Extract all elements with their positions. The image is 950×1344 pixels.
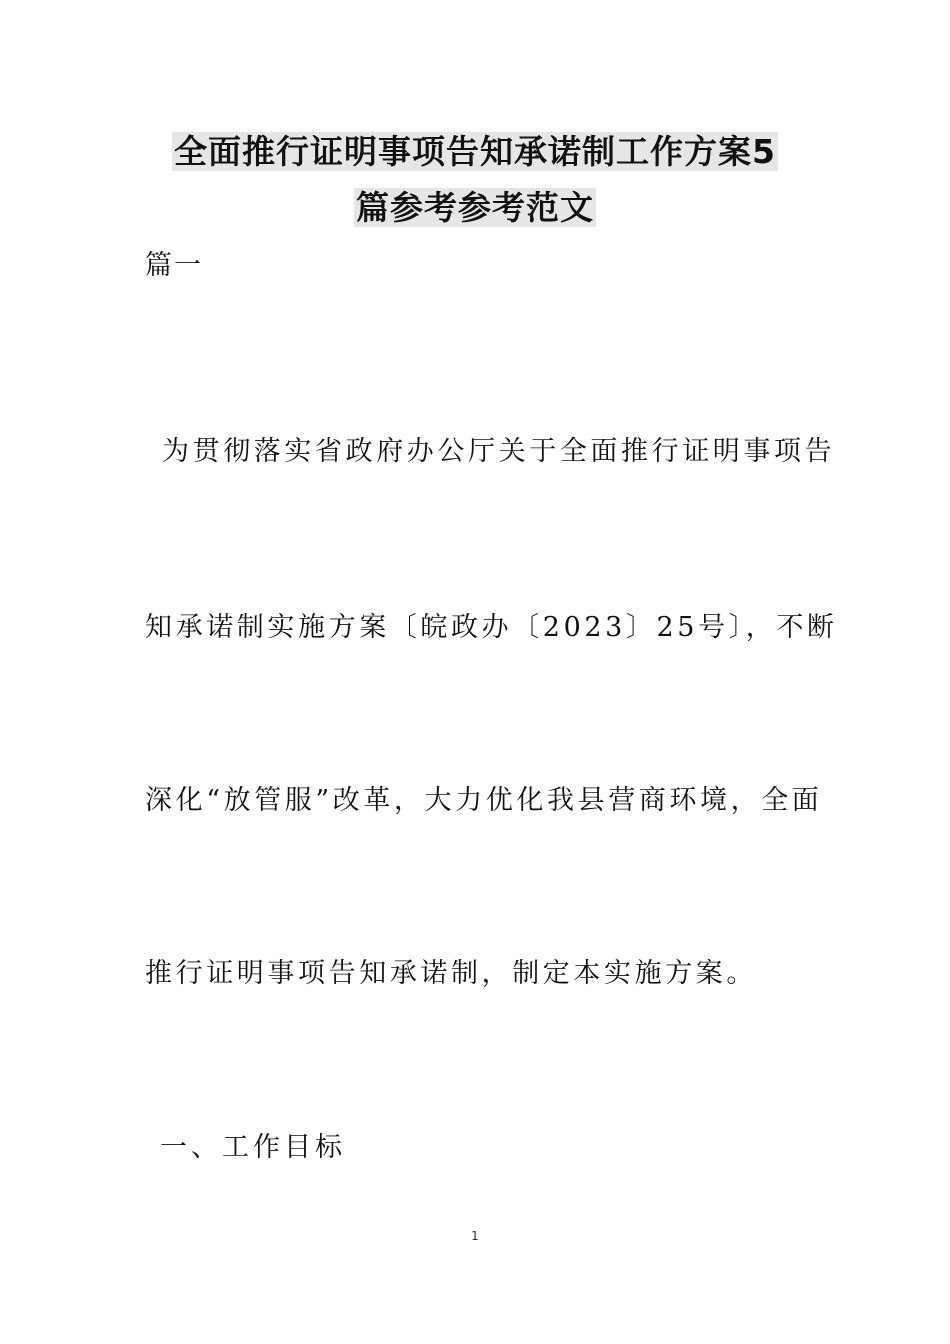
title-text-2: 篇参考参考范文	[356, 188, 594, 227]
section-label: 篇一	[145, 250, 203, 281]
heading-work-goals: 一、工作目标	[160, 1132, 346, 1163]
page-number: 1	[471, 1229, 479, 1243]
document-title-line-1	[0, 130, 950, 174]
paragraph-line-1: 为贯彻落实省政府办公厅关于全面推行证明事项告	[162, 436, 836, 467]
paragraph-line-2: 知承诺制实施方案〔皖政办〔2023〕25号〕，不断	[145, 612, 838, 643]
document-title-line-2	[0, 186, 950, 230]
paragraph-line-3: 深化“放管服”改革，大力优化我县营商环境，全面	[145, 785, 823, 816]
title-text-1: 全面推行证明事项告知承诺制工作方案5	[174, 132, 776, 171]
paragraph-line-4: 推行证明事项告知承诺制，制定本实施方案。	[145, 958, 757, 989]
